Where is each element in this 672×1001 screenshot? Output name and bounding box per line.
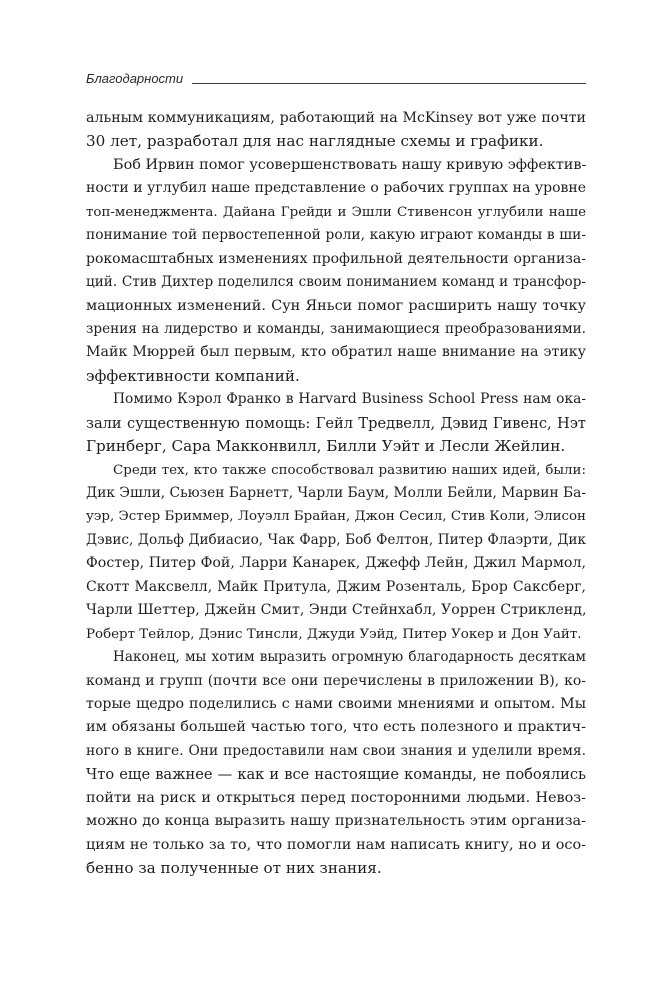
- body-text: [86, 107, 586, 880]
- text-line: зали существенную помощь: Гейл Тредвелл, Дэвид Гивенс, Нэт: [86, 414, 586, 432]
- text-line: зрения на лидерство и команды, занимающиеся преобразованиями.: [86, 320, 586, 337]
- running-header-title: Благодарности: [86, 71, 184, 86]
- text-line: циям не только за то, что помогли нам написать книгу, но и осо-: [86, 836, 586, 853]
- text-line: торые щедро поделились с нами своими мнениями и опытом. Мы: [86, 695, 586, 712]
- text-line: рокомасштабных изменениях профильной деятельности организа-: [86, 250, 586, 267]
- header-rule: [192, 83, 586, 84]
- text-line: уэр, Эстер Бриммер, Лоуэлл Брайан, Джон Сесил, Стив Коли, Элисон: [86, 509, 586, 525]
- text-line: Наконец, мы хотим выразить огромную благодарность десяткам: [113, 649, 586, 666]
- text-line: бенно за полученные от них знания.: [86, 859, 382, 877]
- paragraph: [86, 459, 586, 647]
- text-line: Боб Ирвин помог усовершенствовать нашу кривую эффектив-: [113, 156, 587, 173]
- text-line: Помимо Кэрол Франко в Harvard Business School Press нам ока-: [113, 391, 586, 408]
- paragraph: [86, 646, 586, 880]
- text-line: Роберт Тейлор, Дэнис Тинсли, Джуди Уэйд, Питер Уокер и Дон Уайт.: [86, 626, 582, 642]
- text-line: Дэвис, Дольф Дибиасио, Чак Фарр, Боб Фелтон, Питер Флаэрти, Дик: [86, 531, 586, 548]
- text-line: ного в книге. Они предоставили нам свои знания и уделили время.: [86, 742, 586, 759]
- text-line: Скотт Максвелл, Майк Притула, Джим Розенталь, Брор Саксберг,: [86, 578, 586, 595]
- text-line: Чарли Шеттер, Джейн Смит, Энди Стейнхабл, Уоррен Стрикленд,: [86, 602, 587, 619]
- text-line: Среди тех, кто также способствовал развитию наших идей, были:: [113, 462, 586, 478]
- text-line: топ-менеджмента. Дайана Грейди и Эшли Стивенсон углубили наше: [86, 204, 586, 220]
- text-line: команд и групп (почти все они перечислены в приложении В), ко-: [86, 672, 586, 689]
- running-header: [86, 68, 586, 86]
- text-line: эффективности компаний.: [86, 366, 300, 385]
- text-line: Что еще важнее — как и все настоящие команды, не побоялись: [86, 766, 586, 784]
- paragraph: [86, 107, 586, 154]
- text-line: можно до конца выразить нашу признательность этим организа-: [86, 813, 586, 830]
- text-line: Дик Эшли, Сьюзен Барнетт, Чарли Баум, Молли Бейли, Марвин Ба-: [86, 485, 587, 501]
- text-line: Майк Мюррей был первым, кто обратил наше внимание на этику: [86, 344, 586, 361]
- paragraph: [86, 154, 586, 388]
- text-line: Гринберг, Сара Макконвилл, Билли Уэйт и Лесли Жейлин.: [86, 437, 566, 456]
- text-line: ций. Стив Дихтер поделился своим пониманием команд и трансфор-: [86, 274, 586, 291]
- text-line: Фостер, Питер Фой, Ларри Канарек, Джефф Лейн, Джил Мармол,: [86, 555, 586, 572]
- text-line: мационных изменений. Сун Яньси помог расширить нашу точку: [86, 297, 586, 314]
- text-line: им обязаны большей частью того, что есть полезного и практич-: [86, 719, 586, 736]
- paragraph: [86, 388, 586, 458]
- text-line: альным коммуникациям, работающий на McKinsey вот уже почти: [86, 110, 586, 126]
- text-line: пойти на риск и открыться перед посторонними людьми. Невоз-: [86, 789, 586, 806]
- text-line: ности и углубил наше представление о рабочих группах на уровне: [86, 180, 586, 197]
- text-line: понимание той первостепенной роли, какую играют команды в ши-: [86, 227, 586, 244]
- text-line: 30 лет, разработал для нас наглядные схемы и графики.: [86, 132, 544, 151]
